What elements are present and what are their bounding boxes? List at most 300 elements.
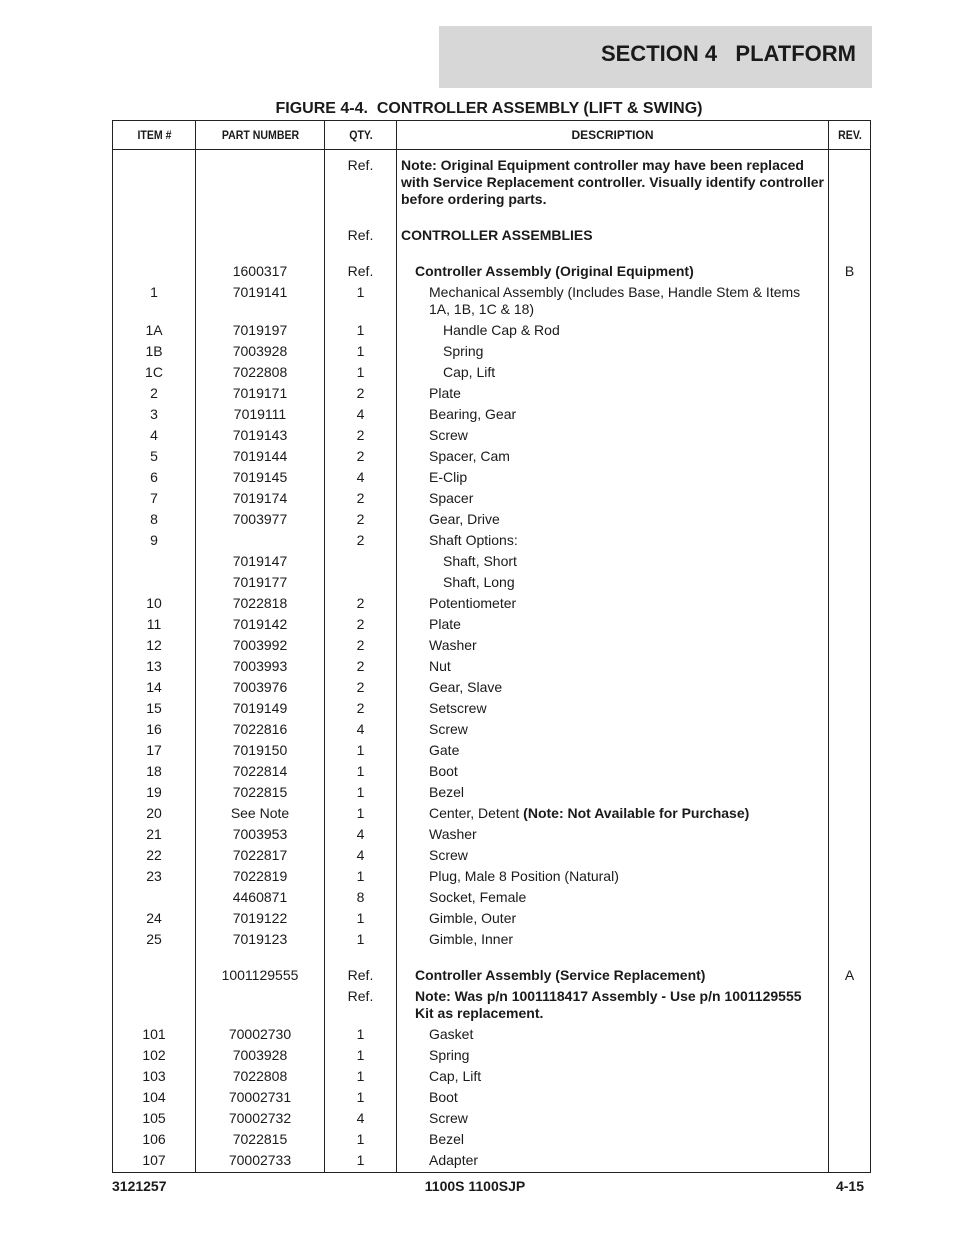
qty-cell: 1: [325, 1088, 397, 1109]
item-cell: 20: [113, 804, 196, 825]
part-number-cell: 7019149: [196, 699, 325, 720]
part-number-cell: 7019122: [196, 909, 325, 930]
part-number-cell: [196, 531, 325, 552]
description-text: [401, 595, 824, 612]
qty-cell: Ref.: [325, 987, 397, 1025]
rev-cell: [829, 741, 871, 762]
item-cell: 4: [113, 426, 196, 447]
table-row: [113, 447, 871, 468]
description-cell: [397, 447, 829, 468]
qty-cell: 1: [325, 783, 397, 804]
part-number-cell: 7019111: [196, 405, 325, 426]
table-row: [113, 594, 871, 615]
description-text: [401, 406, 824, 423]
description-label: Screw: [429, 721, 468, 737]
rev-cell: [829, 888, 871, 909]
table-row: [113, 426, 871, 447]
description-text: [401, 427, 824, 444]
description-label: Screw: [429, 1110, 468, 1126]
description-label: Bezel: [429, 1131, 465, 1147]
item-cell: 15: [113, 699, 196, 720]
description-text: [401, 700, 824, 717]
rev-cell: [829, 594, 871, 615]
rev-cell: [829, 615, 871, 636]
table-row: [113, 762, 871, 783]
description-cell: [397, 573, 829, 594]
item-cell: 23: [113, 867, 196, 888]
description-text: [401, 910, 824, 927]
table-row: [113, 510, 871, 531]
rev-cell: [829, 150, 871, 212]
rev-cell: A: [829, 966, 871, 987]
table-row: [113, 552, 871, 573]
table-row: [113, 1025, 871, 1046]
item-cell: 5: [113, 447, 196, 468]
description-cell: [397, 888, 829, 909]
description-label: CONTROLLER ASSEMBLIES: [401, 227, 593, 243]
item-cell: 1B: [113, 342, 196, 363]
description-label: Bearing, Gear: [429, 406, 517, 422]
description-text: [401, 889, 824, 906]
item-cell: 22: [113, 846, 196, 867]
item-cell: 2: [113, 384, 196, 405]
description-label: Mechanical Assembly (Includes Base, Handle Stem & Items 1A, 1B, 1C & 18): [429, 284, 801, 317]
part-number-cell: [196, 226, 325, 247]
description-label: Shaft, Short: [443, 553, 517, 569]
description-label: Adapter: [429, 1152, 479, 1168]
rev-cell: [829, 846, 871, 867]
description-cell: [397, 930, 829, 951]
description-text: [401, 1131, 824, 1148]
description-cell: [397, 783, 829, 804]
part-number-cell: 7019123: [196, 930, 325, 951]
description-text: [401, 1026, 824, 1043]
parts-table-body: [113, 150, 871, 1173]
table-row: [113, 699, 871, 720]
item-cell: 10: [113, 594, 196, 615]
part-number-cell: 70002732: [196, 1109, 325, 1130]
description-text: [401, 1152, 824, 1169]
item-cell: 101: [113, 1025, 196, 1046]
part-number-cell: 4460871: [196, 888, 325, 909]
description-cell: [397, 531, 829, 552]
description-text: [401, 826, 824, 843]
qty-cell: 2: [325, 510, 397, 531]
description-cell: [397, 825, 829, 846]
qty-cell: 1: [325, 1151, 397, 1173]
item-cell: 104: [113, 1088, 196, 1109]
spacer-row: [113, 951, 871, 966]
description-label: Cap, Lift: [429, 1068, 482, 1084]
description-text: [401, 616, 824, 633]
qty-cell: 2: [325, 615, 397, 636]
description-text: [401, 988, 824, 1022]
item-cell: [113, 888, 196, 909]
rev-cell: [829, 825, 871, 846]
description-label: Bezel: [429, 784, 465, 800]
description-text: [401, 385, 824, 402]
rev-cell: B: [829, 262, 871, 283]
table-row: [113, 468, 871, 489]
table-row: [113, 720, 871, 741]
rev-cell: [829, 384, 871, 405]
description-cell: [397, 699, 829, 720]
description-text: [401, 721, 824, 738]
description-text: [401, 553, 824, 570]
description-text: [401, 263, 824, 280]
description-text: [401, 1047, 824, 1064]
rev-cell: [829, 678, 871, 699]
rev-cell: [829, 573, 871, 594]
description-cell: [397, 262, 829, 283]
qty-cell: 2: [325, 699, 397, 720]
description-label: Nut: [429, 658, 451, 674]
table-row: [113, 636, 871, 657]
table-row: [113, 150, 871, 212]
description-label: Plate: [429, 385, 461, 401]
description-cell: [397, 1088, 829, 1109]
description-cell: [397, 804, 829, 825]
item-cell: [113, 226, 196, 247]
item-cell: 14: [113, 678, 196, 699]
item-cell: 1C: [113, 363, 196, 384]
table-header-row: [113, 121, 871, 150]
part-number-cell: 7019177: [196, 573, 325, 594]
rev-cell: [829, 699, 871, 720]
part-number-cell: 7003977: [196, 510, 325, 531]
qty-cell: 2: [325, 678, 397, 699]
description-cell: [397, 342, 829, 363]
rev-cell: [829, 1130, 871, 1151]
description-label: Spring: [443, 343, 484, 359]
part-number-cell: 7022815: [196, 1130, 325, 1151]
item-cell: 16: [113, 720, 196, 741]
rev-cell: [829, 636, 871, 657]
part-number-cell: 7022814: [196, 762, 325, 783]
description-cell: [397, 987, 829, 1025]
description-label: Gimble, Inner: [429, 931, 514, 947]
item-cell: 24: [113, 909, 196, 930]
qty-cell: 4: [325, 1109, 397, 1130]
description-cell: [397, 1046, 829, 1067]
rev-cell: [829, 468, 871, 489]
part-number-cell: [196, 150, 325, 212]
qty-cell: 2: [325, 594, 397, 615]
table-row: [113, 615, 871, 636]
rev-cell: [829, 1151, 871, 1173]
description-label: Gear, Slave: [429, 679, 503, 695]
column-header-item: ITEM #: [117, 121, 190, 150]
column-header-qty: QTY.: [329, 121, 392, 150]
part-number-cell: 7003928: [196, 1046, 325, 1067]
column-header-rev: REV.: [831, 121, 868, 150]
item-cell: [113, 987, 196, 1025]
description-text: [401, 284, 824, 318]
description-label: Controller Assembly (Service Replacement): [415, 967, 706, 983]
description-label: Shaft, Long: [443, 574, 515, 590]
description-label: Boot: [429, 763, 458, 779]
item-cell: 103: [113, 1067, 196, 1088]
item-cell: 106: [113, 1130, 196, 1151]
item-cell: 6: [113, 468, 196, 489]
description-label: E-Clip: [429, 469, 468, 485]
qty-cell: 2: [325, 384, 397, 405]
item-cell: [113, 966, 196, 987]
table-row: [113, 1067, 871, 1088]
description-cell: [397, 283, 829, 321]
description-cell: [397, 1067, 829, 1088]
part-number-cell: 7003976: [196, 678, 325, 699]
table-row: [113, 405, 871, 426]
description-cell: [397, 321, 829, 342]
part-number-cell: 7019147: [196, 552, 325, 573]
description-text: [401, 1089, 824, 1106]
qty-cell: Ref.: [325, 226, 397, 247]
part-number-cell: [196, 987, 325, 1025]
part-number-cell: 7003928: [196, 342, 325, 363]
part-number-cell: 7019141: [196, 283, 325, 321]
description-cell: [397, 762, 829, 783]
part-number-cell: 7022817: [196, 846, 325, 867]
description-text: [401, 157, 824, 208]
description-label: Shaft Options:: [429, 532, 518, 548]
item-cell: 18: [113, 762, 196, 783]
table-row: [113, 573, 871, 594]
description-label: Boot: [429, 1089, 458, 1105]
description-cell: [397, 657, 829, 678]
description-cell: [397, 867, 829, 888]
qty-cell: 4: [325, 720, 397, 741]
rev-cell: [829, 552, 871, 573]
description-text: [401, 658, 824, 675]
qty-cell: 2: [325, 531, 397, 552]
rev-cell: [829, 342, 871, 363]
part-number-cell: 70002733: [196, 1151, 325, 1173]
rev-cell: [829, 321, 871, 342]
rev-cell: [829, 1025, 871, 1046]
description-cell: [397, 468, 829, 489]
part-number-cell: 7022808: [196, 1067, 325, 1088]
table-row: [113, 321, 871, 342]
table-row: [113, 678, 871, 699]
table-row: [113, 1109, 871, 1130]
rev-cell: [829, 531, 871, 552]
qty-cell: 1: [325, 342, 397, 363]
description-text: [401, 1068, 824, 1085]
table-row: [113, 384, 871, 405]
section-title: SECTION 4 PLATFORM: [600, 41, 856, 66]
description-cell: [397, 678, 829, 699]
column-header-description: DESCRIPTION: [397, 121, 829, 150]
description-cell: [397, 363, 829, 384]
table-row: [113, 363, 871, 384]
description-cell: [397, 552, 829, 573]
description-text: [401, 448, 824, 465]
qty-cell: 2: [325, 426, 397, 447]
qty-cell: 1: [325, 283, 397, 321]
description-label: Gate: [429, 742, 460, 758]
description-cell: [397, 405, 829, 426]
description-text: [401, 847, 824, 864]
part-number-cell: 7019174: [196, 489, 325, 510]
table-row: [113, 657, 871, 678]
table-row: [113, 489, 871, 510]
description-text: [401, 763, 824, 780]
rev-cell: [829, 783, 871, 804]
qty-cell: 4: [325, 846, 397, 867]
description-cell: [397, 636, 829, 657]
table-row: [113, 1088, 871, 1109]
part-number-cell: 7022815: [196, 783, 325, 804]
qty-cell: 1: [325, 1046, 397, 1067]
footer-page-number: 4-15: [835, 1178, 864, 1194]
footer-model: 1100S 1100SJP: [424, 1178, 526, 1194]
item-cell: 8: [113, 510, 196, 531]
part-number-cell: 7019143: [196, 426, 325, 447]
description-text: [401, 227, 824, 244]
part-number-cell: See Note: [196, 804, 325, 825]
spacer-row: [113, 211, 871, 226]
rev-cell: [829, 1109, 871, 1130]
table-row: [113, 741, 871, 762]
qty-cell: Ref.: [325, 150, 397, 212]
description-cell: [397, 384, 829, 405]
description-label: Potentiometer: [429, 595, 517, 611]
part-number-cell: 7022808: [196, 363, 325, 384]
qty-cell: 4: [325, 405, 397, 426]
qty-cell: 1: [325, 363, 397, 384]
description-text: [401, 511, 824, 528]
table-row: [113, 1130, 871, 1151]
qty-cell: Ref.: [325, 262, 397, 283]
description-text: [401, 322, 824, 339]
item-cell: 1A: [113, 321, 196, 342]
parts-table: [112, 120, 871, 1173]
description-text: [401, 574, 824, 591]
item-cell: 12: [113, 636, 196, 657]
qty-cell: 1: [325, 1025, 397, 1046]
item-cell: 9: [113, 531, 196, 552]
item-cell: 107: [113, 1151, 196, 1173]
description-label: Center, Detent: [429, 805, 524, 821]
table-row: [113, 283, 871, 321]
rev-cell: [829, 1067, 871, 1088]
table-row: [113, 930, 871, 951]
description-text: [401, 868, 824, 885]
item-cell: 102: [113, 1046, 196, 1067]
part-number-cell: 7019150: [196, 741, 325, 762]
description-cell: [397, 1130, 829, 1151]
table-row: [113, 909, 871, 930]
qty-cell: 4: [325, 825, 397, 846]
figure-title: FIGURE 4-4. CONTROLLER ASSEMBLY (LIFT & SWING): [275, 100, 703, 117]
item-cell: 11: [113, 615, 196, 636]
qty-cell: 1: [325, 741, 397, 762]
item-cell: 19: [113, 783, 196, 804]
rev-cell: [829, 283, 871, 321]
rev-cell: [829, 447, 871, 468]
description-cell: [397, 615, 829, 636]
table-row: [113, 867, 871, 888]
description-label: Gasket: [429, 1026, 474, 1042]
description-text: [401, 364, 824, 381]
qty-cell: 8: [325, 888, 397, 909]
qty-cell: 1: [325, 762, 397, 783]
description-label: Socket, Female: [429, 889, 527, 905]
qty-cell: 1: [325, 909, 397, 930]
part-number-cell: 7019144: [196, 447, 325, 468]
description-text: [401, 1110, 824, 1127]
table-row: [113, 804, 871, 825]
part-number-cell: 7019197: [196, 321, 325, 342]
qty-cell: 1: [325, 867, 397, 888]
item-cell: [113, 150, 196, 212]
qty-cell: 2: [325, 636, 397, 657]
qty-cell: 1: [325, 930, 397, 951]
description-cell: [397, 510, 829, 531]
table-row: [113, 825, 871, 846]
item-cell: 7: [113, 489, 196, 510]
part-number-cell: 7022819: [196, 867, 325, 888]
description-text: [401, 343, 824, 360]
description-text: [401, 805, 824, 822]
rev-cell: [829, 804, 871, 825]
item-cell: 17: [113, 741, 196, 762]
rev-cell: [829, 405, 871, 426]
description-cell: [397, 846, 829, 867]
part-number-cell: 70002730: [196, 1025, 325, 1046]
part-number-cell: 7019142: [196, 615, 325, 636]
description-text: [401, 784, 824, 801]
description-cell: [397, 720, 829, 741]
qty-cell: 1: [325, 804, 397, 825]
rev-cell: [829, 1088, 871, 1109]
qty-cell: 2: [325, 657, 397, 678]
item-cell: [113, 262, 196, 283]
part-number-cell: 1600317: [196, 262, 325, 283]
item-cell: 1: [113, 283, 196, 321]
description-cell: [397, 909, 829, 930]
table-row: [113, 262, 871, 283]
part-number-cell: 7003953: [196, 825, 325, 846]
description-label: Plate: [429, 616, 461, 632]
rev-cell: [829, 363, 871, 384]
table-row: [113, 987, 871, 1025]
table-row: [113, 888, 871, 909]
rev-cell: [829, 657, 871, 678]
description-text: [401, 967, 824, 984]
description-cell: [397, 489, 829, 510]
item-cell: 105: [113, 1109, 196, 1130]
rev-cell: [829, 1046, 871, 1067]
rev-cell: [829, 226, 871, 247]
rev-cell: [829, 930, 871, 951]
description-cell: [397, 1025, 829, 1046]
table-row: [113, 1151, 871, 1173]
spacer-row: [113, 247, 871, 262]
description-text: [401, 742, 824, 759]
description-label: Controller Assembly (Original Equipment): [415, 263, 694, 279]
description-label: Cap, Lift: [443, 364, 496, 380]
qty-cell: 1: [325, 321, 397, 342]
description-label: Screw: [429, 847, 468, 863]
description-label: Handle Cap & Rod: [443, 322, 560, 338]
description-label: Note: Original Equipment controller may have been replaced with Service Replacement controller. Visually identify controller before ordering parts.: [401, 157, 824, 207]
table-row: [113, 1046, 871, 1067]
qty-cell: 2: [325, 489, 397, 510]
part-number-cell: 7019145: [196, 468, 325, 489]
part-number-cell: 70002731: [196, 1088, 325, 1109]
